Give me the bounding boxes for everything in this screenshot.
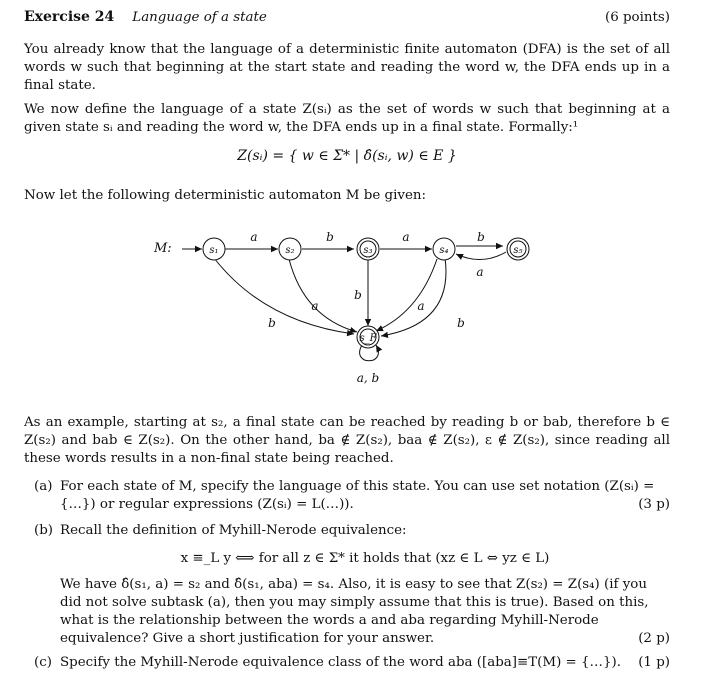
question-b-text: Recall the definition of Myhill-Nerode equivalence: xyxy=(60,523,407,538)
edge-label-s1-sF: b xyxy=(268,316,276,330)
state-label-s3: s₃ xyxy=(363,245,373,256)
edge-label-sF-loop: a, b xyxy=(356,371,380,385)
definition-paragraph: We now define the language of a state Z(sᵢ) as the set of words w such that beginning at a given state sᵢ and reading the word w, the DFA ends up in a final state. Formally:¹ xyxy=(24,102,670,135)
automaton-intro: Now let the following deterministic automaton M be given: xyxy=(24,188,427,203)
myhill-nerode-definition: x ≡_L y ⟺ for all z ∈ Σ* it holds that (xz ∈ L ⇔ yz ∈ L) xyxy=(180,551,550,566)
state-label-s1: s₁ xyxy=(209,245,219,256)
exercise-header xyxy=(24,8,670,28)
edge-label-s4-sF-b: b xyxy=(457,316,465,330)
edge-label-s4-sF-a: a xyxy=(417,299,425,313)
state-label-s5: s₅ xyxy=(513,245,523,256)
exercise-number: Exercise 24 xyxy=(24,9,115,25)
state-label-s2: s₂ xyxy=(285,245,295,256)
exercise-title: Language of a state xyxy=(132,10,267,25)
edge-label-s3-sF: b xyxy=(354,288,362,302)
question-b-text-2: We have δ̂(s₁, a) = s₂ and δ̂(s₁, aba) = s₄. Also, it is easy to see that Z(s₂) = Z(s₄) (if you did not solve subtask (a), then you may simply assume that this is true). Based on this, what is the relationship between the words a and aba regarding Myhill-Nerode equivalence? Give a short justification for your answer. xyxy=(60,577,649,646)
question-b-label: (b) xyxy=(34,523,54,538)
edge-label-s1-s2: a xyxy=(250,232,258,244)
edge-label-s2-sF: a xyxy=(311,299,319,313)
question-a-label: (a) xyxy=(34,479,53,494)
question-b xyxy=(34,522,670,648)
question-c-text: Specify the Myhill-Nerode equivalence class of the word aba ([aba]≡T(M) = {…}). xyxy=(60,655,621,670)
automaton-diagram xyxy=(24,232,670,402)
state-label-sF: s_F xyxy=(359,333,377,344)
intro-paragraph: You already know that the language of a deterministic finite automaton (DFA) is the set of all words w such that beginning at the start state and reading the word w, the DFA ends up in a final state. xyxy=(24,42,670,93)
question-c-points: (1 p) xyxy=(638,655,670,670)
state-label-s4: s₄ xyxy=(439,245,449,256)
question-c-label: (c) xyxy=(34,655,52,670)
exercise-page xyxy=(24,8,670,670)
edge-label-s3-s4: a xyxy=(402,232,410,244)
edge-label-s2-s3: b xyxy=(326,232,334,244)
edge-label-s4-s5: b xyxy=(477,232,485,244)
state-language-formula: Z(sᵢ) = { w ∈ Σ* | δ̂(sᵢ, w) ∈ E } xyxy=(237,148,457,164)
edge-label-s5-s4: a xyxy=(476,265,484,279)
question-a xyxy=(34,478,670,514)
exercise-points: (6 points) xyxy=(604,10,670,25)
question-b-points: (2 p) xyxy=(638,631,670,646)
question-a-points: (3 p) xyxy=(638,497,670,512)
example-paragraph: As an example, starting at s₂, a final state can be reached by reading b or bab, therefore b ∈ Z(s₂) and bab ∈ Z(s₂). On the other hand, ba ∉ Z(s₂), baa ∉ Z(s₂), ε ∉ Z(s₂), since reading all these words results in a non-final state being reached. xyxy=(24,415,670,466)
questions xyxy=(34,478,670,672)
automaton-label: M: xyxy=(154,241,172,256)
question-a-text: For each state of M, specify the language of this state. You can use set notation (Z(sᵢ) = {…}) or regular expressions (Z(sᵢ) = L(…)). xyxy=(60,479,655,512)
question-c xyxy=(34,654,670,672)
